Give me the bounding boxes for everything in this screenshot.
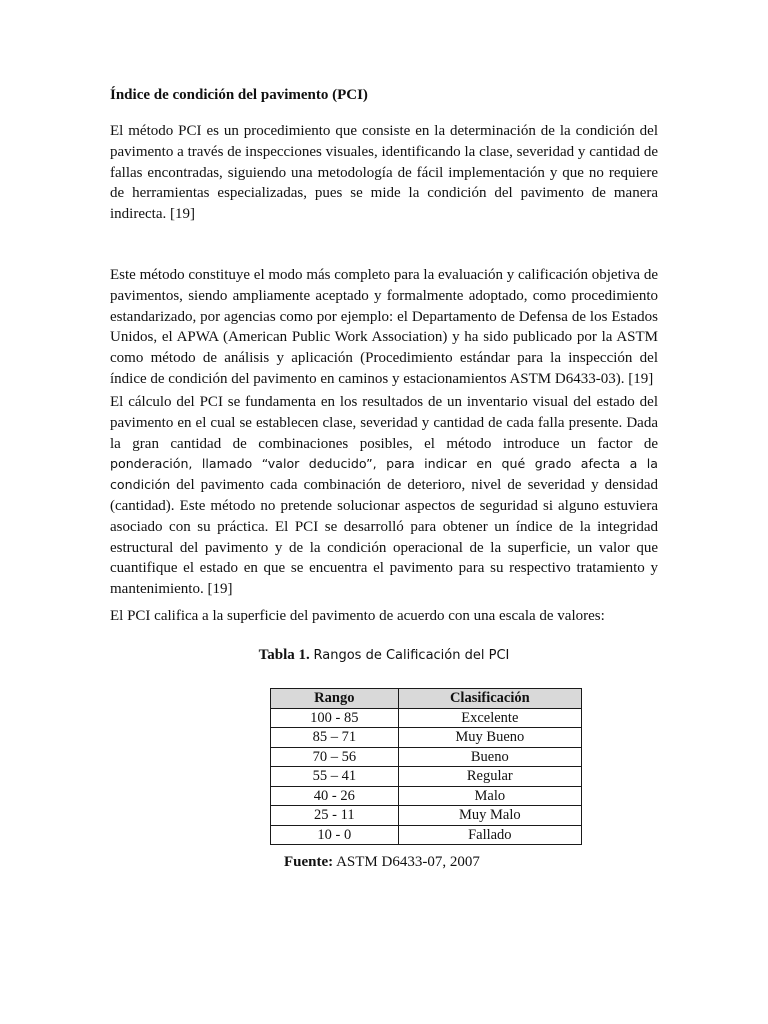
table-cell-rango: 55 – 41 [271, 767, 399, 787]
table-source-text: ASTM D6433-07, 2007 [336, 854, 480, 870]
table-cell-rango: 25 - 11 [271, 806, 399, 826]
table-cell-rango: 10 - 0 [271, 825, 399, 845]
paragraph-pci-calculation-part1: El cálculo del PCI se fundamenta en los resultados de un inventario visual del estado del pavimento en el cual se establecen clase, severidad y cantidad de cada falla presente. Dada la gran cantidad de combinaciones posibles, el método introduce un factor de [110, 394, 658, 452]
table-row [271, 747, 582, 767]
paragraph-pci-definition: El método PCI es un procedimiento que consiste en la determinación de la condición del pavimento a través de inspecciones visuales, identificando la clase, severidad y cantidad de fallas encontradas, siguiendo una metodología de fácil implementación y que no requiere de herramientas especializadas, pues se mide la condición del pavimento de manera indirecta. [19] [110, 123, 658, 223]
table-cell-rango: 70 – 56 [271, 747, 399, 767]
section-heading: Índice de condición del pavimento (PCI) [110, 87, 368, 103]
table-header-row [271, 689, 582, 709]
table-row [271, 825, 582, 845]
table-row [271, 708, 582, 728]
table-cell-clasificacion: Muy Bueno [398, 728, 581, 748]
table-header-clasificacion: Clasificación [398, 689, 581, 709]
table-row [271, 786, 582, 806]
table-source-label: Fuente: [284, 854, 334, 870]
table-row [271, 767, 582, 787]
pci-ranges-table [270, 688, 582, 845]
table-cell-clasificacion: Muy Malo [398, 806, 581, 826]
table-row [271, 806, 582, 826]
table-cell-rango: 85 – 71 [271, 728, 399, 748]
table-cell-rango: 40 - 26 [271, 786, 399, 806]
table-header-rango: Rango [271, 689, 399, 709]
table-cell-clasificacion: Malo [398, 786, 581, 806]
table-cell-rango: 100 - 85 [271, 708, 399, 728]
table-source [284, 853, 480, 871]
paragraph-pci-adoption: Este método constituye el modo más completo para la evaluación y calificación objetiva de pavimentos, siendo ampliamente aceptado y formalmente adoptado, como procedimiento estandarizado, por agencias como por ejemplo: el Departamento de Defensa de los Estados Unidos, el APWA (American Public Work Association) y ha sido publicado por la ASTM como método de análisis y aplicación (Procedimiento estándar para la inspección del índice de condición del pavimento en caminos y estacionamientos ASTM D6433-03). [19] [110, 267, 658, 387]
table-cell-clasificacion: Fallado [398, 825, 581, 845]
table-caption [0, 645, 768, 666]
table-cell-clasificacion: Excelente [398, 708, 581, 728]
paragraph-pci-scale-intro: El PCI califica a la superficie del pavimento de acuerdo con una escala de valores: [110, 608, 605, 624]
table-row [271, 728, 582, 748]
paragraph-pci-calculation-part2: ponderación, llamado “valor deducido”, para indicar en qué grado afecta a la condición [110, 456, 658, 493]
paragraph-pci-calculation-part3: del pavimento cada combinación de deterioro, nivel de severidad y densidad (cantidad). Este método no pretende solucionar aspectos de seguridad si alguno estuviera asociado con su práctica. El PCI se desarrolló para obtener un índice de la integridad estructural del pavimento y de la condición operacional de la superficie, un valor que cuantifique el estado en que se encuentra el pavimento para su respectivo tratamiento y mantenimiento. [19] [110, 477, 658, 598]
table-caption-text: Rangos de Calificación del PCI [313, 648, 510, 663]
table-caption-label: Tabla 1. [258, 647, 310, 663]
table-cell-clasificacion: Regular [398, 767, 581, 787]
table-cell-clasificacion: Bueno [398, 747, 581, 767]
paragraph-pci-calculation [110, 392, 658, 600]
